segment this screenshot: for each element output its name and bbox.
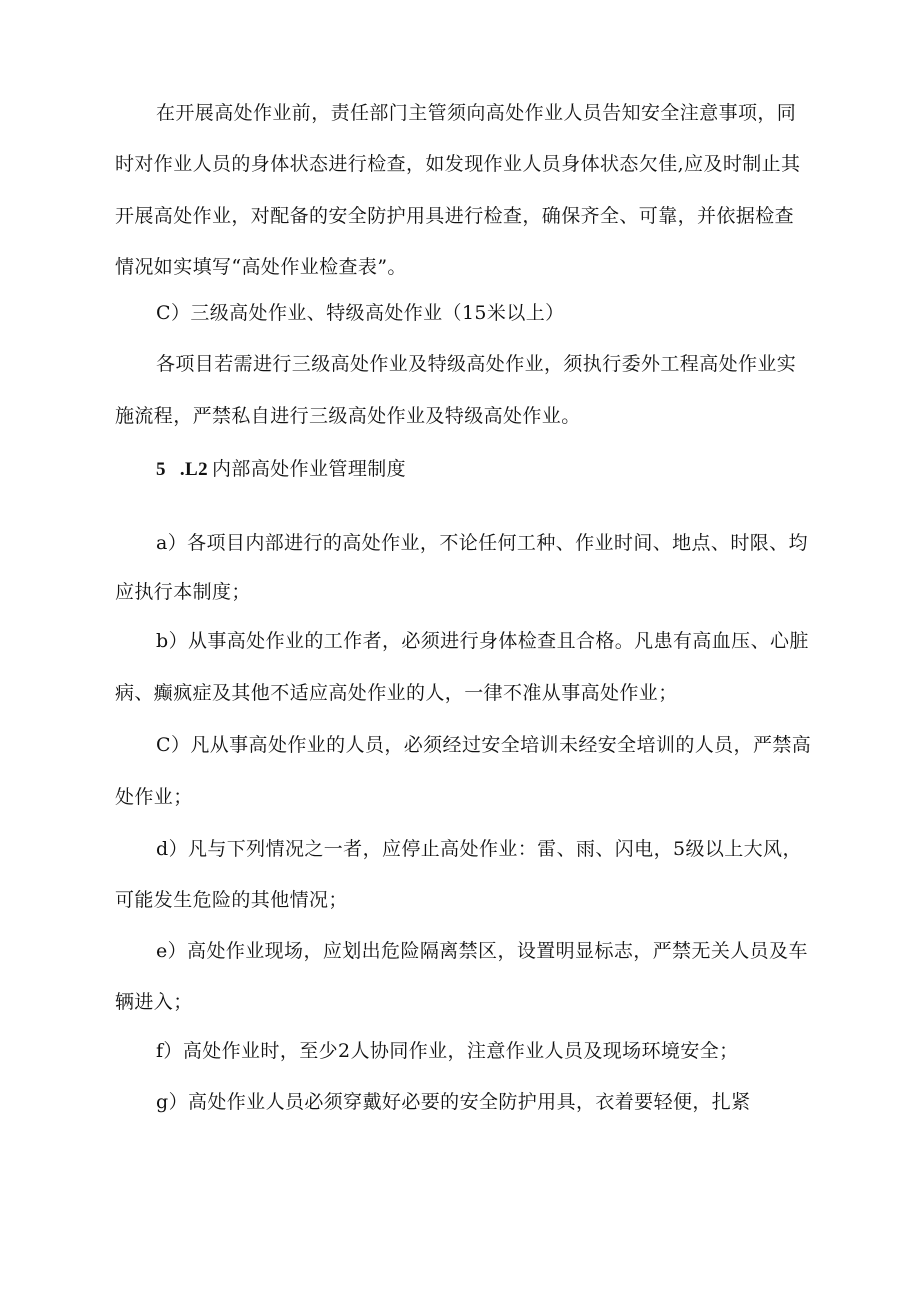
list-item-line: b）从事高处作业的工作者，必须进行身体检查且合格。凡患有高血压、心脏 [156,630,809,652]
list-item-line: 病、癫疯症及其他不适应高处作业的人，一律不准从事高处作业； [115,682,678,704]
list-item-line: g）高处作业人员必须穿戴好必要的安全防护用具，衣着要轻便，扎紧 [156,1091,751,1113]
list-item-line: 处作业； [115,786,193,808]
list-item-line: 辆进入； [115,991,193,1013]
paragraph-line: 开展高处作业，对配备的安全防护用具进行检查，确保齐全、可靠，并依据检查 [115,205,795,227]
list-item-line: C）凡从事高处作业的人员，必须经过安全培训未经安全培训的人员，严禁高 [156,734,812,756]
list-item-line: a）各项目内部进行的高处作业，不论任何工种、作业时间、地点、时限、均 [156,532,808,554]
section-code: .L2 [179,459,209,480]
section-number: 5 [156,459,166,480]
paragraph-line: 时对作业人员的身体状态进行检查，如发现作业人员身体状态欠佳,应及时制止其 [115,153,801,175]
paragraph-line: 在开展高处作业前，责任部门主管须向高处作业人员告知安全注意事项，同 [156,102,797,124]
list-item-line: 可能发生危险的其他情况； [115,889,348,911]
paragraph-line: 施流程，严禁私自进行三级高处作业及特级高处作业。 [115,405,581,427]
paragraph-line: 情况如实填写“高处作业检查表”。 [115,256,407,278]
subheading-c: C）三级高处作业、特级高处作业（15米以上） [156,302,565,324]
list-item-line: d）凡与下列情况之一者，应停止高处作业：雷、雨、闪电，5级以上大风， [156,838,802,860]
paragraph-line: 各项目若需进行三级高处作业及特级高处作业，须执行委外工程高处作业实 [156,353,797,375]
section-title: 内部高处作业管理制度 [212,458,407,480]
list-item-line: e）高处作业现场，应划出危险隔离禁区，设置明显标志，严禁无关人员及车 [156,940,808,962]
section-heading [156,456,406,483]
list-item-line: 应执行本制度； [115,581,251,603]
list-item-line: f）高处作业时，至少2人协同作业，注意作业人员及现场环境安全； [156,1040,739,1062]
